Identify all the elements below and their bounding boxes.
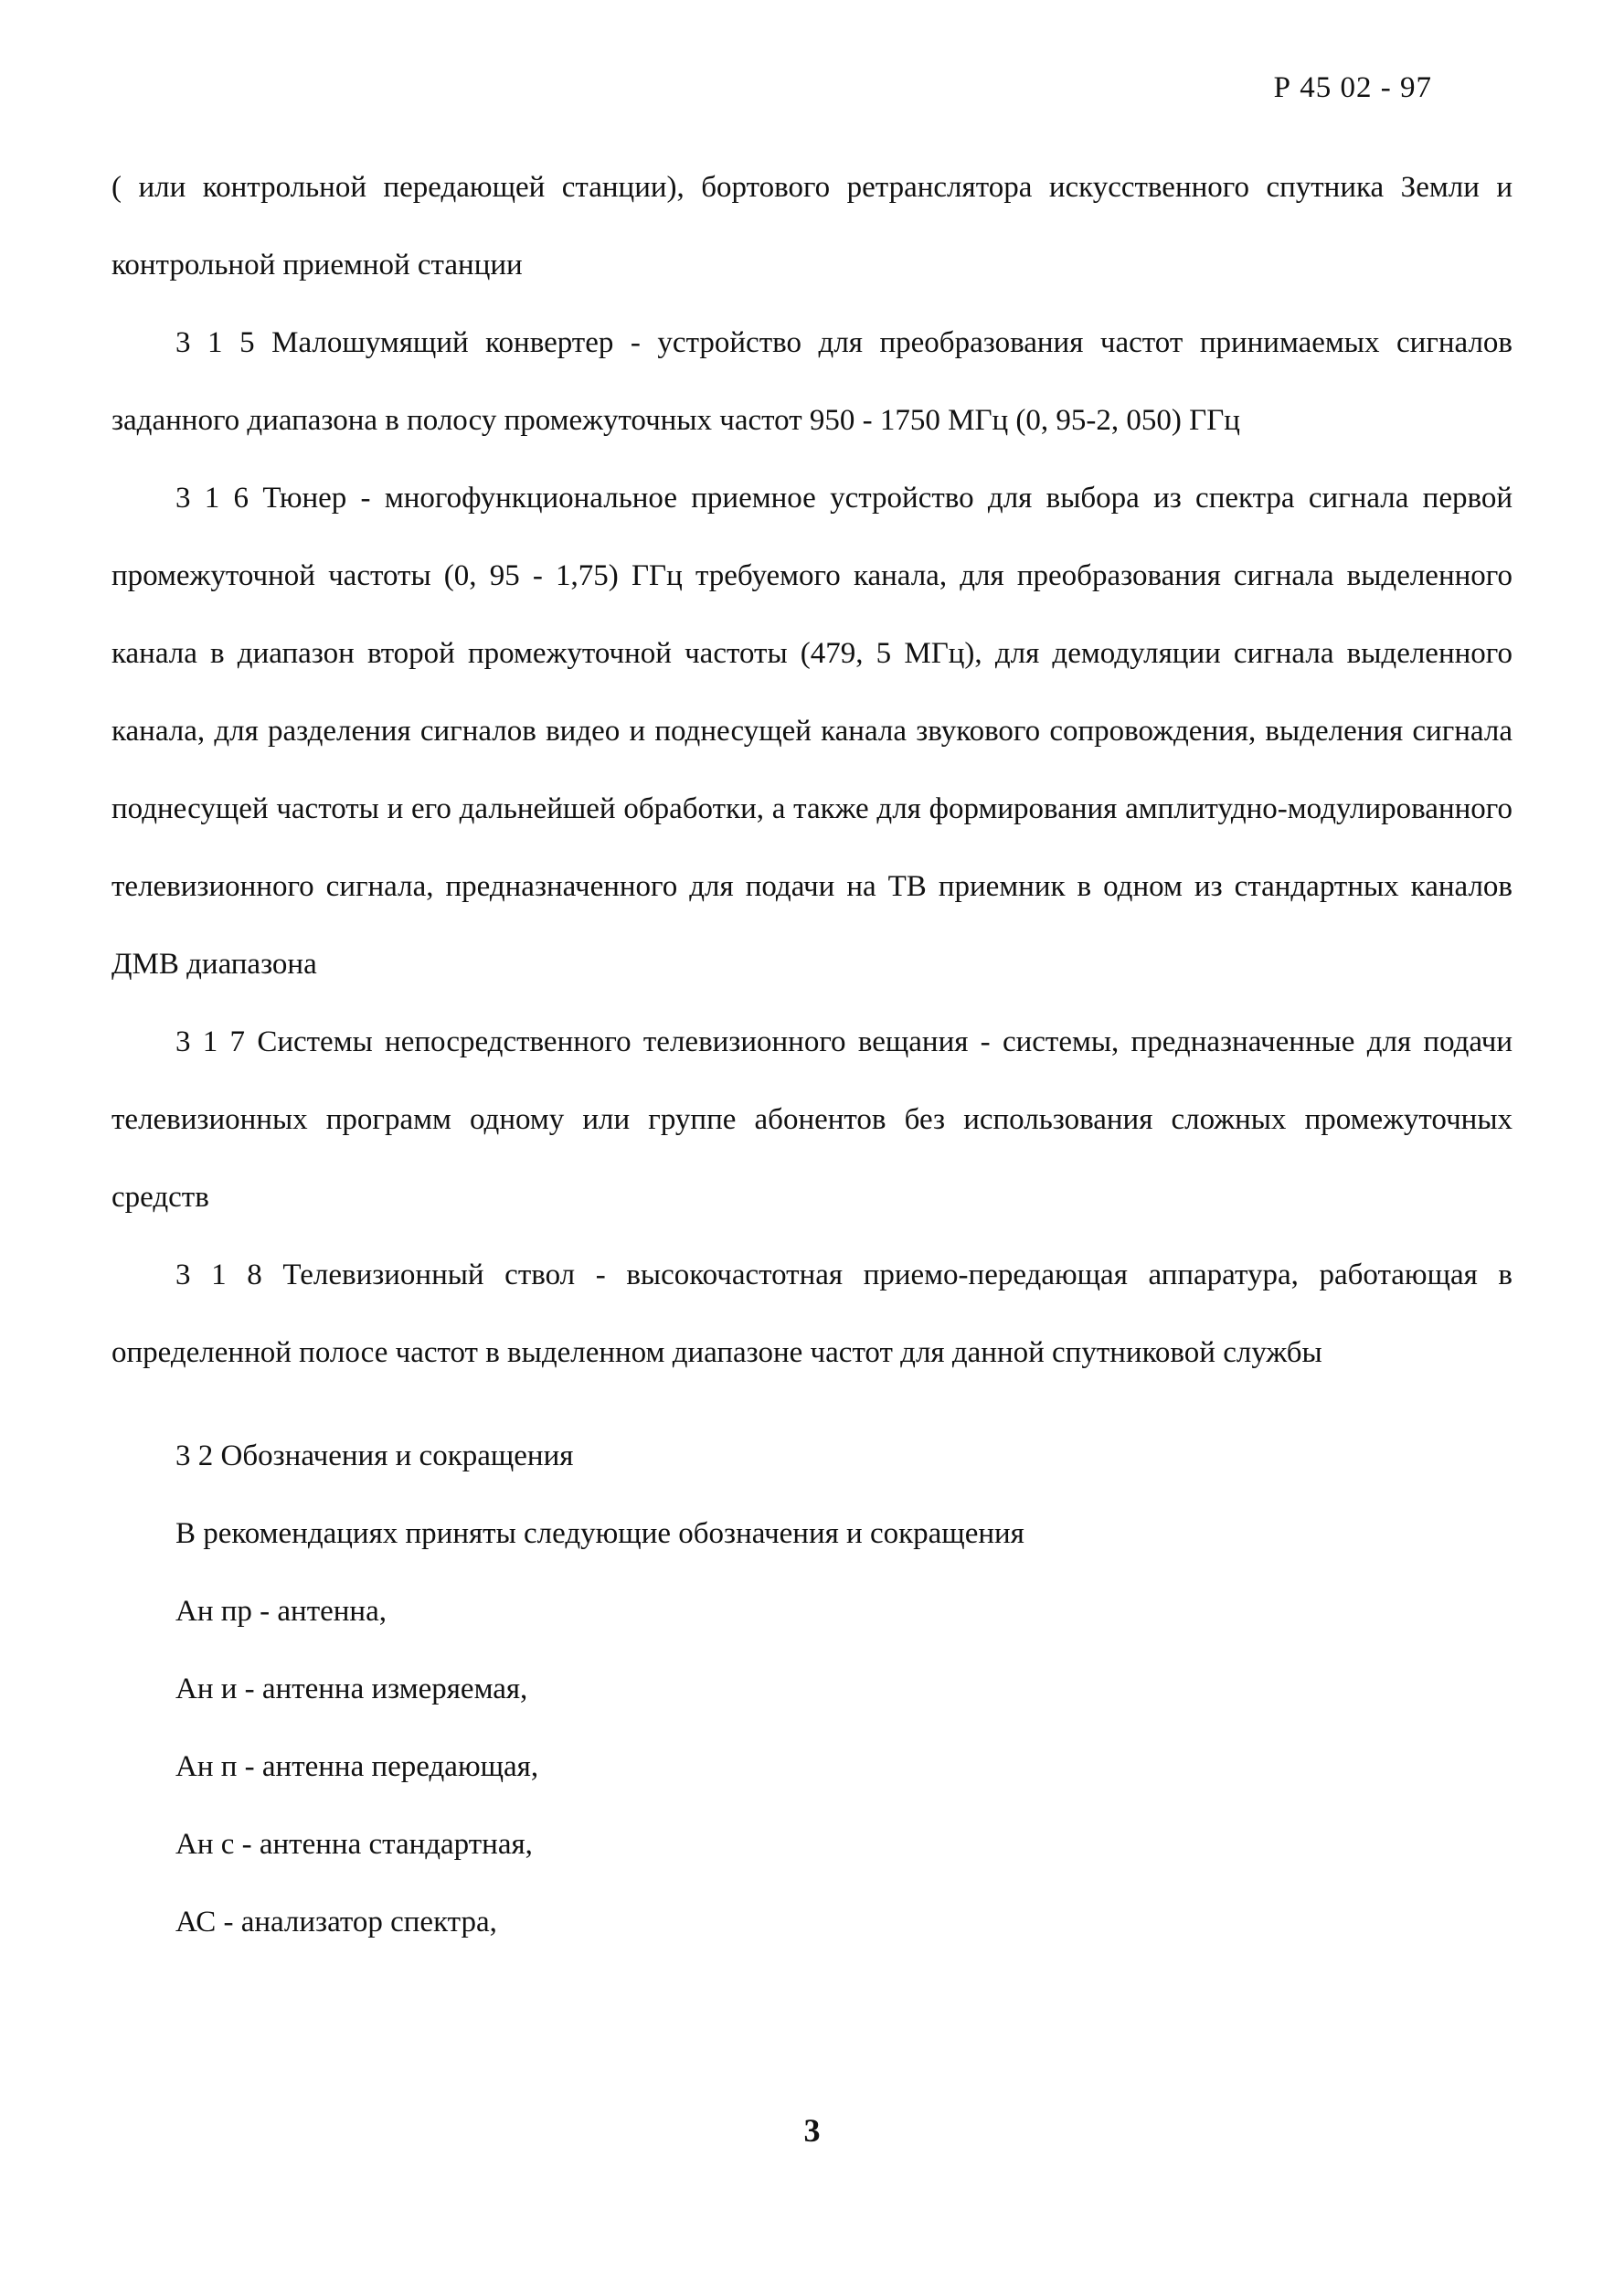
abbreviation-item: АС - анализатор спектра, bbox=[175, 1906, 497, 1938]
paragraph-continuation: ( или контрольной передающей станции), бортового ретранслятора искусственного спутника Земли и контрольной приемной станции bbox=[111, 171, 1513, 281]
section-heading: 3 2 Обозначения и сокращения bbox=[175, 1439, 574, 1472]
abbreviation-item: Ан пр - антенна, bbox=[175, 1595, 387, 1628]
paragraph-3-1-5: 3 1 5 Малошумящий конвертер - устройство для преобразования частот принимаемых сигналов заданного диапазона в полосу промежуточных частот 950 - 1750 МГц (0, 95-2, 050) ГГц bbox=[111, 326, 1513, 437]
paragraph-3-1-6: 3 1 6 Тюнер - многофункциональное приемное устройство для выбора из спектра сигнала первой промежуточной частоты (0, 95 - 1,75) ГГц требуемого канала, для преобразования сигнала выделенного канала в диапазон второй промежуточной частоты (479, 5 МГц), для демодуляции сигнала выделенного канала, для разделения сигналов видео и поднесущей канала звукового сопровождения, выделения сигнала поднесущей частоты и его дальнейшей обработки, а также для формирования амплитудно-модулированного телевизионного сигнала, предназначенного для подачи на ТВ приемник в одном из стандартных каналов ДМВ диапазона bbox=[111, 482, 1513, 981]
section-intro: В рекомендациях приняты следующие обозначения и сокращения bbox=[175, 1517, 1024, 1550]
paragraph-3-1-7: 3 1 7 Системы непосредственного телевизионного вещания - системы, предназначенные для подачи телевизионных программ одному или группе абонентов без использования сложных промежуточных средств bbox=[111, 1025, 1513, 1214]
abbreviation-item: Ан с - антенна стандартная, bbox=[175, 1828, 533, 1861]
paragraph-3-1-8: 3 1 8 Телевизионный ствол - высокочастотная приемо-передающая аппаратура, работающая в определенной полосе частот в выделенном диапазоне частот для данной спутниковой службы bbox=[111, 1259, 1513, 1369]
section-gap bbox=[111, 1392, 1513, 1418]
page-number: 3 bbox=[803, 2112, 821, 2149]
abbreviation-item: Ан и - антенна измеряемая, bbox=[175, 1673, 528, 1705]
abbreviation-item: Ан п - антенна передающая, bbox=[175, 1750, 539, 1783]
document-code: Р 45 02 - 97 bbox=[1273, 71, 1432, 104]
document-body bbox=[111, 149, 1513, 1961]
